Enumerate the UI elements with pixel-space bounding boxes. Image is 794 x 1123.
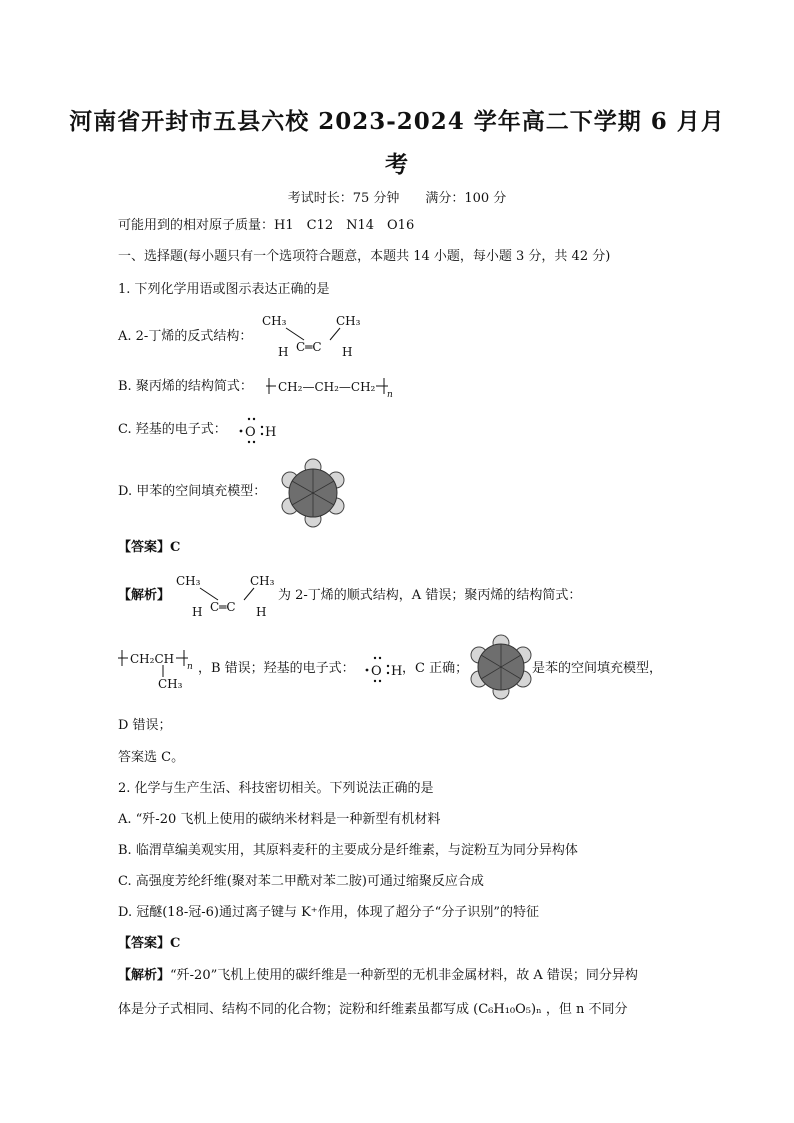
atomic-masses: 可能用到的相对原子质量：H1 C12 N14 O16 bbox=[118, 218, 415, 233]
q2-option-a: A. “歼-20 飞机上使用的碳纳米材料是一种新型有机材料 bbox=[118, 812, 441, 827]
ch3-label: CH₃ bbox=[336, 314, 361, 328]
c-eq-c-label: C═C bbox=[210, 600, 236, 614]
q2-option-b: B. 临渭草编美观实用，其原料麦秆的主要成分是纤维素，与淀粉互为同分异构体 bbox=[118, 843, 578, 858]
q2-analysis-line1 bbox=[118, 966, 638, 986]
q2-analysis-text-2: 体是分子式相同、结构不同的化合物；淀粉和纤维素虽都写成 bbox=[118, 1002, 470, 1017]
q1-option-a: A. 2-丁烯的反式结构： bbox=[118, 329, 253, 344]
q2-answer: 【答案】C bbox=[118, 936, 181, 951]
q1-option-b: B. 聚丙烯的结构简式： bbox=[118, 379, 253, 394]
h-label: H bbox=[256, 605, 267, 619]
hydroxyl-electron-formula bbox=[236, 414, 280, 444]
q2-option-c: C. 高强度芳纶纤维(聚对苯二甲酰对苯二胺)可通过缩聚反应合成 bbox=[118, 874, 484, 889]
q1-analysis-text-1: 为 2-丁烯的顺式结构，A 错误；聚丙烯的结构简式： bbox=[278, 588, 582, 603]
subscript-n: n bbox=[187, 662, 193, 672]
starch-formula: (C₆H₁₀O₅)ₙ bbox=[473, 1002, 542, 1017]
ch3-label: CH₃ bbox=[250, 574, 275, 588]
q1-option-d: D. 甲苯的空间填充模型： bbox=[118, 484, 267, 499]
c-eq-c-label: C═C bbox=[296, 340, 322, 354]
oxygen-symbol: O bbox=[245, 425, 256, 440]
q2-stem: 2. 化学与生产生活、科技密切相关。下列说法正确的是 bbox=[118, 781, 434, 796]
bond-line bbox=[330, 328, 340, 340]
q1-analysis-text-2: ，B 错误；羟基的电子式： bbox=[198, 661, 355, 676]
benzene-space-filling-model bbox=[468, 634, 534, 700]
q2-analysis-line2 bbox=[118, 1000, 628, 1020]
h-label: H bbox=[192, 605, 203, 619]
polyethylene-repeat-unit: CH₂—CH₂—CH₂ bbox=[278, 380, 376, 394]
trans-2-butene-structure bbox=[256, 308, 376, 360]
q1-analysis-text-4: 是苯的空间填充模型， bbox=[532, 661, 663, 676]
q1-stem: 1. 下列化学用语或图示表达正确的是 bbox=[118, 282, 330, 297]
q1-analysis-text-5: D 错误； bbox=[118, 718, 172, 733]
cis-2-butene-structure bbox=[170, 568, 280, 620]
h-label: H bbox=[342, 345, 353, 359]
q1-conclusion: 答案选 C。 bbox=[118, 750, 185, 765]
oxygen-symbol: O bbox=[371, 664, 382, 679]
polypropylene-repeat-unit: CH₂CH bbox=[130, 652, 175, 666]
h-label: H bbox=[278, 345, 289, 359]
q1-analysis-text-3: ，C 正确； bbox=[402, 661, 469, 676]
ch3-label: CH₃ bbox=[176, 574, 201, 588]
polypropylene-formula bbox=[118, 642, 198, 692]
hydrogen-symbol: H bbox=[391, 664, 403, 679]
section-heading: 一、选择题(每小题只有一个选项符合题意，本题共 14 小题，每小题 3 分，共 42 分) bbox=[118, 249, 611, 264]
q2-option-d: D. 冠醚(18-冠-6)通过离子键与 K⁺作用，体现了超分子“分子识别”的特征 bbox=[118, 905, 539, 920]
hydrogen-symbol: H bbox=[265, 425, 277, 440]
document-title-line2: 考 bbox=[385, 151, 409, 178]
ch3-label: CH₃ bbox=[158, 677, 183, 691]
document-title-line1: 河南省开封市五县六校 2023-2024 学年高二下学期 6 月月 bbox=[69, 108, 725, 135]
exam-info: 考试时长：75 分钟 满分：100 分 bbox=[287, 191, 507, 206]
q2-analysis-label: 【解析】 bbox=[118, 968, 171, 983]
subscript-n: n bbox=[387, 390, 393, 400]
q2-analysis-text-3: ，但 n 不同分 bbox=[545, 1002, 628, 1017]
q1-answer: 【答案】C bbox=[118, 540, 181, 555]
polyethylene-formula bbox=[266, 372, 406, 402]
q1-option-c: C. 羟基的电子式： bbox=[118, 422, 227, 437]
ch3-label: CH₃ bbox=[262, 314, 287, 328]
q2-analysis-text-1: “歼-20”飞机上使用的碳纤维是一种新型的无机非金属材料，故 A 错误；同分异构 bbox=[170, 968, 638, 983]
q1-analysis-label: 【解析】 bbox=[118, 588, 171, 603]
bond-line bbox=[286, 328, 304, 340]
hydroxyl-electron-formula bbox=[364, 653, 404, 683]
benzene-space-filling-model bbox=[278, 458, 348, 528]
